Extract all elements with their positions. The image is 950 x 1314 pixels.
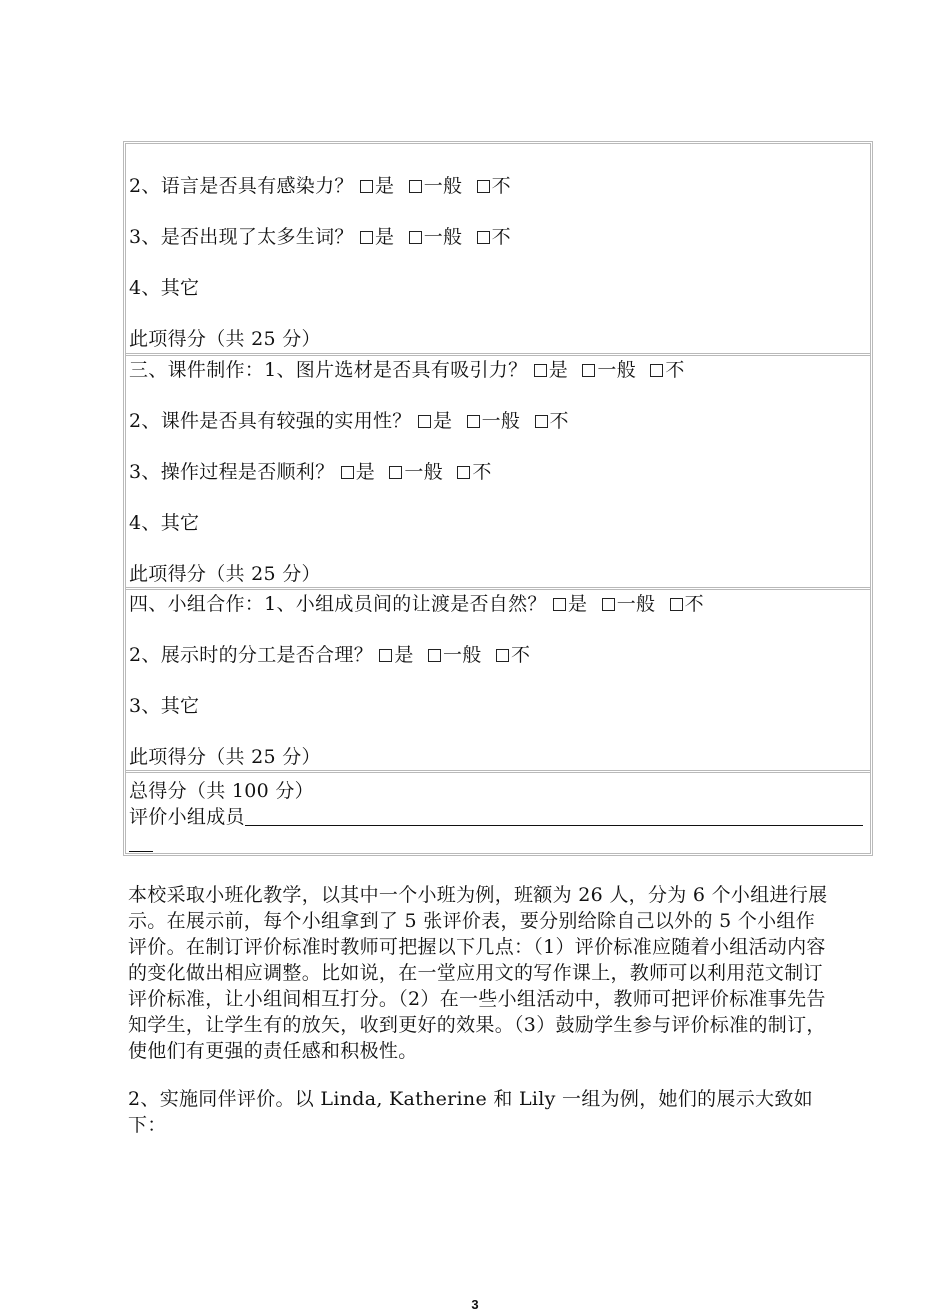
question-row (129, 592, 712, 616)
question-row (129, 511, 199, 535)
body-paragraph: 本校采取小班化教学，以其中一个小班为例，班额为 26 人，分为 6 个小组进行展示。在展示前，每个小组拿到了 5 张评价表，要分别给除自己以外的 5 个小组作评价。在制订评价标准时教师可把握以下几点：（1）评价标准应随着小组活动内容的变化做出相应调整。比如说，在一堂应用文的写作课上，教师可以利用范文制订评价标准，让小组间相互打分。（2）在一些小组活动中，教师可把评价标准事先告知学生，让学生有的放矢，收到更好的效果。（3）鼓励学生参与评价标准的制订，使他们有更强的责任感和积极性。 (128, 884, 828, 1062)
form-section-teamwork (126, 590, 870, 773)
checkbox[interactable] (457, 466, 470, 479)
option-label: 不 (665, 359, 685, 381)
question-text: 三、课件制作：1、图片选材是否具有吸引力？ (129, 359, 528, 381)
question-row (129, 174, 519, 198)
score-label: 此项得分（共 25 分） (129, 328, 321, 350)
members-row (129, 805, 863, 829)
checkbox[interactable] (553, 598, 566, 611)
checkbox[interactable] (650, 364, 663, 377)
option-label: 不 (491, 175, 511, 197)
question-text: 3、操作过程是否顺利？ (129, 461, 335, 483)
checkbox[interactable] (409, 231, 422, 244)
score-row (129, 327, 321, 351)
option-label: 是 (375, 175, 395, 197)
option-label: 一般 (443, 644, 482, 666)
total-score-row (129, 779, 314, 803)
option-label: 是 (548, 359, 569, 381)
checkbox[interactable] (409, 180, 422, 193)
checkbox[interactable] (670, 598, 683, 611)
question-row (129, 409, 577, 433)
option-label: 一般 (616, 593, 656, 615)
question-text: 3、其它 (129, 695, 200, 717)
checkbox[interactable] (467, 415, 480, 428)
form-section-courseware (126, 356, 870, 590)
option-label: 不 (549, 410, 569, 432)
option-label: 一般 (423, 226, 463, 248)
option-label: 一般 (404, 461, 443, 483)
option-label: 不 (510, 644, 531, 666)
form-section-language (126, 144, 870, 356)
question-row (129, 460, 500, 484)
checkbox[interactable] (389, 466, 402, 479)
score-label: 此项得分（共 25 分） (129, 746, 321, 768)
question-text: 2、展示时的分工是否合理？ (129, 644, 373, 666)
option-label: 是 (432, 410, 453, 432)
members-input-continuation[interactable] (129, 831, 153, 852)
checkbox[interactable] (418, 415, 431, 428)
option-label: 不 (491, 226, 511, 248)
score-row (129, 562, 321, 586)
checkbox[interactable] (477, 180, 490, 193)
body-paragraph: 2、实施同伴评价。以 Linda, Katherine 和 Lily 一组为例，她们的展示大致如下： (128, 1088, 813, 1136)
checkbox[interactable] (582, 364, 595, 377)
option-label: 一般 (423, 175, 463, 197)
question-row (129, 694, 199, 718)
checkbox[interactable] (535, 415, 548, 428)
question-text: 2、语言是否具有感染力？ (129, 175, 354, 197)
checkbox[interactable] (360, 180, 373, 193)
option-label: 一般 (481, 410, 521, 432)
option-label: 不 (684, 593, 704, 615)
question-row (129, 643, 538, 667)
option-label: 是 (394, 644, 414, 666)
question-row (129, 358, 693, 382)
checkbox[interactable] (496, 649, 509, 662)
checkbox[interactable] (477, 231, 490, 244)
score-label: 此项得分（共 25 分） (129, 563, 321, 585)
evaluation-form (123, 141, 873, 856)
checkbox[interactable] (341, 466, 354, 479)
members-input[interactable] (245, 805, 863, 826)
members-label: 评价小组成员 (129, 806, 245, 828)
question-row (129, 276, 199, 300)
checkbox[interactable] (360, 231, 373, 244)
question-text: 4、其它 (129, 277, 200, 299)
option-label: 是 (375, 226, 395, 248)
checkbox[interactable] (534, 364, 547, 377)
question-text: 2、课件是否具有较强的实用性？ (129, 410, 412, 432)
checkbox[interactable] (428, 649, 441, 662)
checkbox[interactable] (602, 598, 615, 611)
option-label: 是 (355, 461, 376, 483)
score-row (129, 745, 321, 769)
question-text: 4、其它 (129, 512, 200, 534)
option-label: 是 (568, 593, 588, 615)
option-label: 不 (472, 461, 492, 483)
form-section-total (126, 773, 870, 853)
option-label: 一般 (597, 359, 636, 381)
checkbox[interactable] (379, 649, 392, 662)
question-text: 四、小组合作：1、小组成员间的让渡是否自然？ (129, 593, 547, 615)
page-number: 3 (471, 1297, 479, 1312)
total-score-label: 总得分（共 100 分） (129, 780, 314, 802)
question-text: 3、是否出现了太多生词？ (129, 226, 354, 248)
question-row (129, 225, 519, 249)
